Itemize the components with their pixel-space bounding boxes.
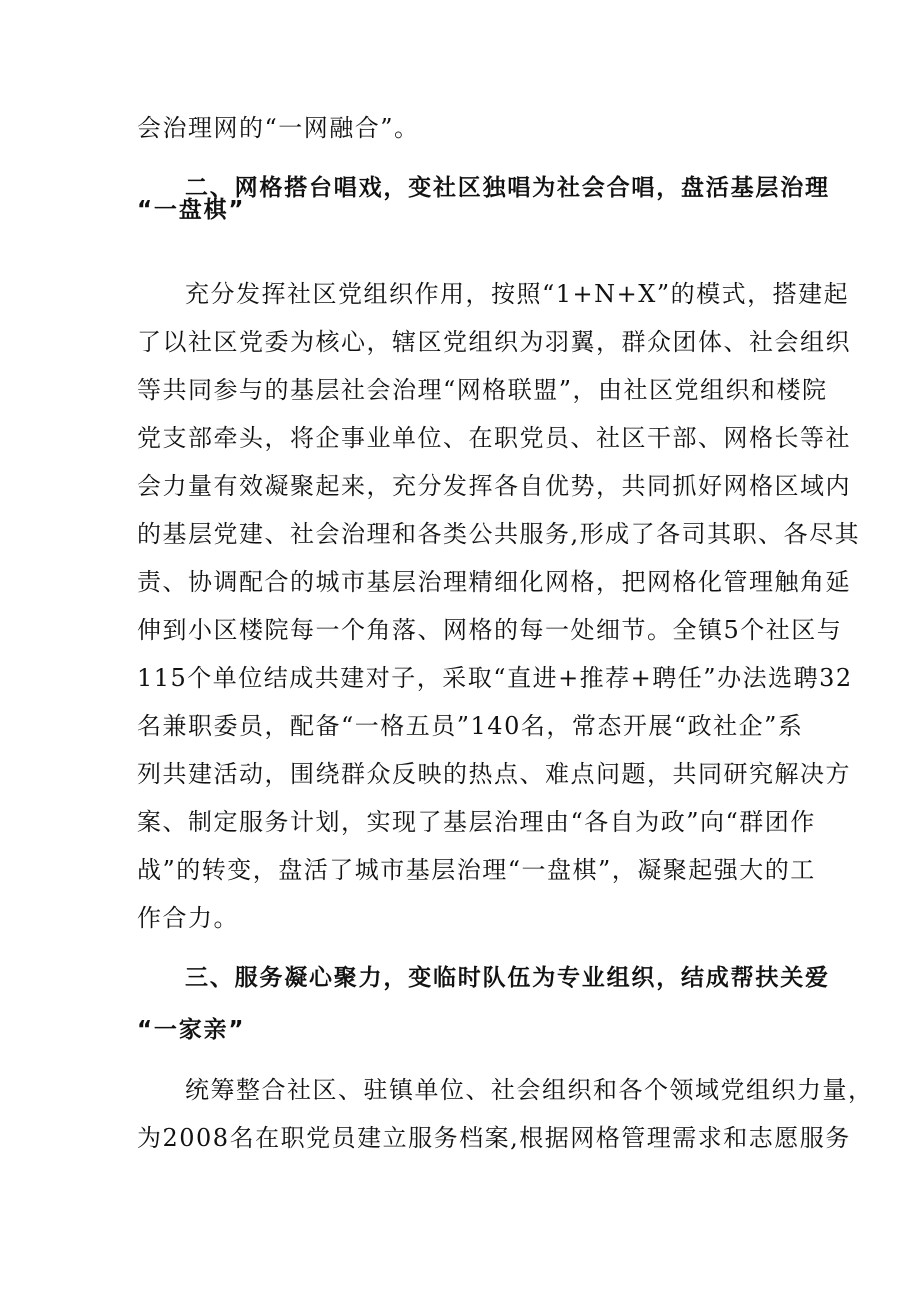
body-text-line: 党支部牵头，将企事业单位、在职党员、社区干部、网格长等社: [137, 424, 851, 452]
section-heading: 三、服务凝心聚力，变临时队伍为专业组织，结成帮扶关爱: [185, 965, 830, 991]
body-text-line: 名兼职委员，配备“一格五员”140名，常态开展“政社企”系: [137, 712, 804, 740]
paragraph-first-line: 充分发挥社区党组织作用，按照“1+N+X”的模式，搭建起: [185, 280, 850, 308]
paragraph-first-line: 统筹整合社区、驻镇单位、社会组织和各个领域党组织力量，: [185, 1076, 874, 1104]
body-text-line: 伸到小区楼院每一个角落、网格的每一处细节。全镇5个社区与: [137, 616, 843, 644]
body-text-line: 等共同参与的基层社会治理“网格联盟”，由社区党组织和楼院: [137, 376, 828, 404]
body-text-line: 为2008名在职党员建立服务档案,根据网格管理需求和志愿服务: [137, 1124, 851, 1152]
body-text-line: 责、协调配合的城市基层治理精细化网格，把网格化管理触角延: [137, 568, 851, 596]
section-heading: 二、网格搭台唱戏，变社区独唱为社会合唱，盘活基层治理: [185, 175, 830, 201]
section-heading-continuation: “一家亲”: [137, 1017, 246, 1043]
body-text-line: 战”的转变，盘活了城市基层治理“一盘棋”，凝聚起强大的工: [137, 856, 816, 884]
body-text-line: 列共建活动，围绕群众反映的热点、难点问题，共同研究解决方: [137, 760, 851, 788]
body-text-line: 会治理网的“一网融合”。: [137, 114, 420, 142]
body-text-line: 的基层党建、社会治理和各类公共服务,形成了各司其职、各尽其: [137, 520, 861, 548]
body-text-line: 了以社区党委为核心，辖区党组织为羽翼，群众团体、社会组织: [137, 328, 851, 356]
body-text-line: 作合力。: [137, 904, 239, 932]
body-text-line: 115个单位结成共建对子，采取“直进+推荐+聘任”办法选聘32: [137, 664, 853, 692]
body-text-line: 会力量有效凝聚起来，充分发挥各自优势，共同抓好网格区域内: [137, 472, 851, 500]
section-heading-continuation: “一盘棋”: [137, 197, 246, 223]
body-text-line: 案、制定服务计划，实现了基层治理由“各自为政”向“群团作: [137, 808, 816, 836]
